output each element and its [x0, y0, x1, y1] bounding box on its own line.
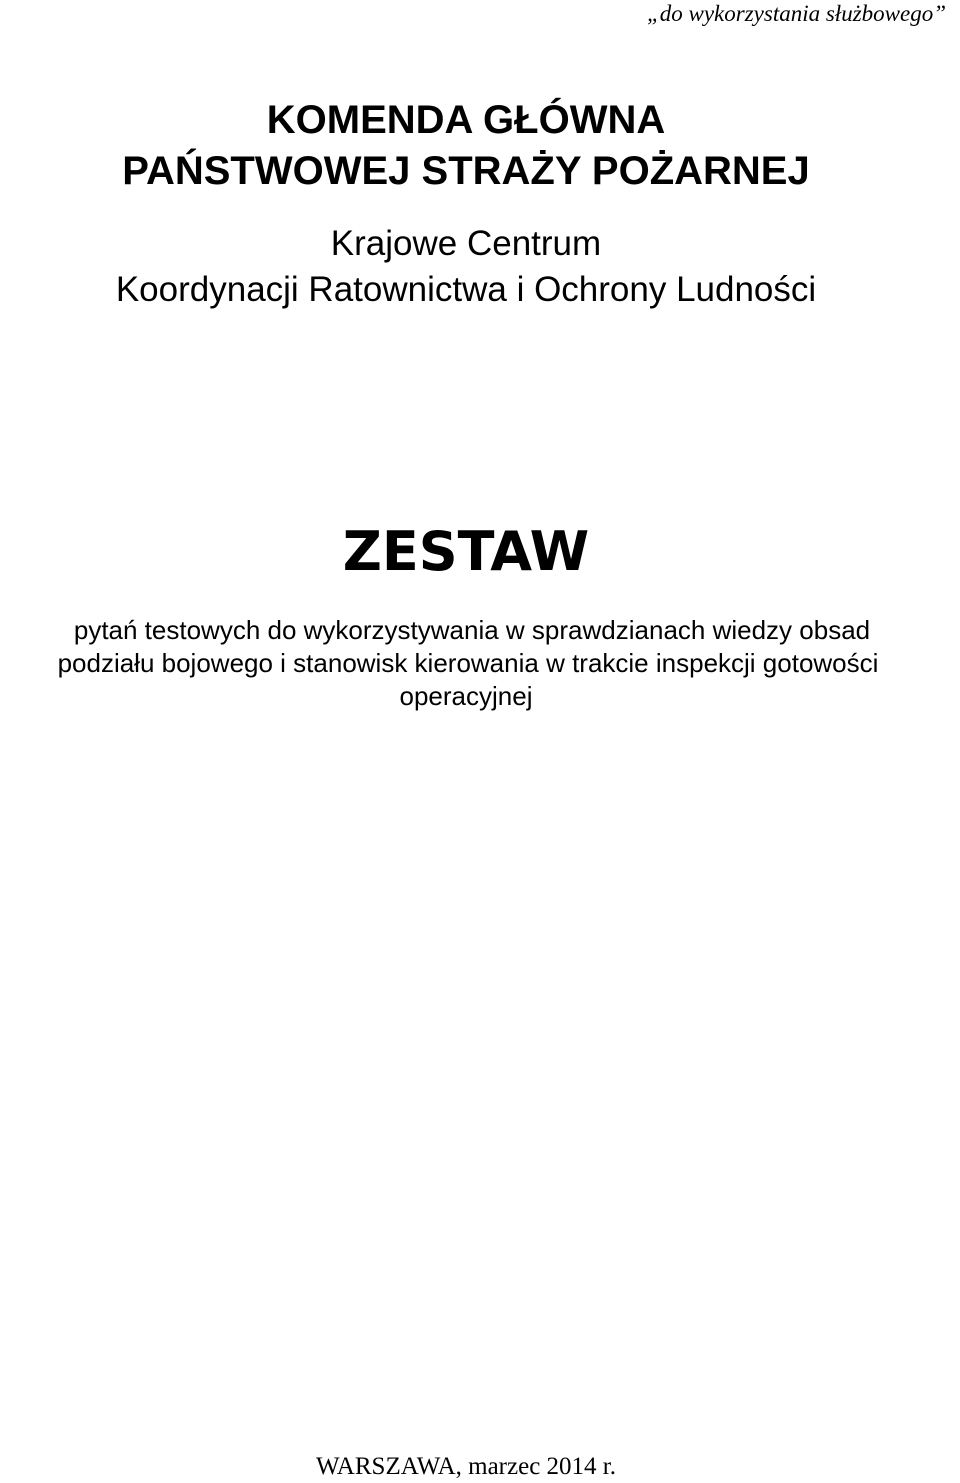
classification-label: „do wykorzystania służbowego”	[646, 1, 946, 26]
subtitle-line-2: podziału bojowego i stanowisk kierowania w trakcie inspekcji gotowości	[57, 648, 879, 678]
unit-name-line-2: Koordynacji Ratownictwa i Ochrony Ludności	[115, 270, 817, 309]
organization-name-line-2: PAŃSTWOWEJ STRAŻY POŻARNEJ	[122, 149, 810, 193]
organization-name-line-1: KOMENDA GŁÓWNA	[266, 98, 666, 142]
subtitle-line-3: operacyjnej	[399, 681, 533, 711]
subtitle-line-1: pytań testowych do wykorzystywania w sprawdzianach wiedzy obsad	[73, 615, 871, 645]
place-and-date-footer: WARSZAWA, marzec 2014 r.	[315, 1453, 616, 1480]
unit-name-line-1: Krajowe Centrum	[330, 224, 602, 263]
document-title: ZESTAW	[342, 520, 590, 583]
